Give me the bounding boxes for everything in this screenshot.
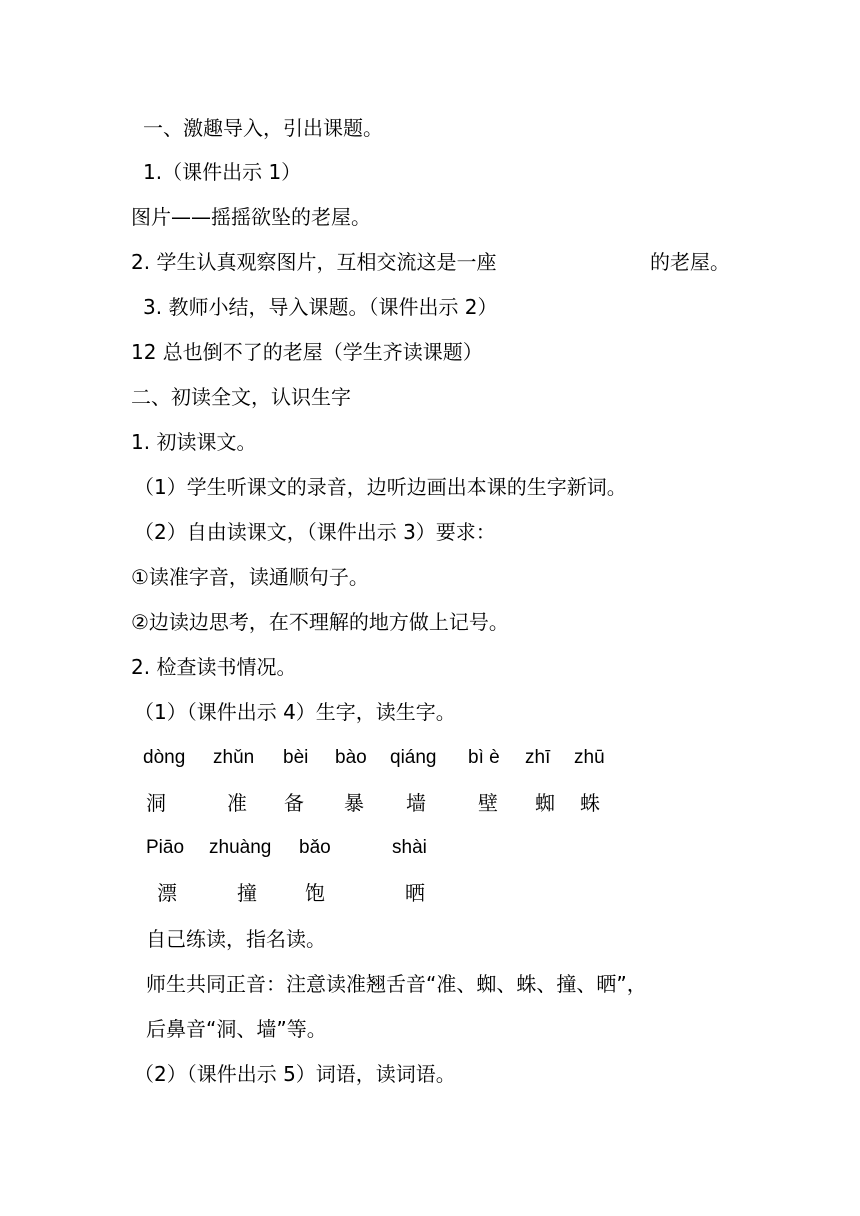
subsection-1: 1. 初读课文。	[131, 430, 257, 454]
step-1: 1.（课件出示 1）	[143, 160, 302, 184]
item-2-2: （2）（课件出示 5）词语，读词语。	[134, 1062, 456, 1086]
pinyin-zhu: zhū	[574, 747, 605, 768]
pinyin-bei: bèi	[283, 747, 309, 768]
hanzi-zhuang: 撞	[237, 881, 257, 905]
lesson-title: 12 总也倒不了的老屋（学生齐读课题）	[131, 340, 483, 364]
pinyin-bi: bì è	[468, 747, 500, 768]
pinyin-zhun: zhǔn	[213, 747, 255, 768]
section-heading-1: 一、激趣导入，引出课题。	[143, 116, 383, 140]
item-2-1: （1）（课件出示 4）生字，读生字。	[134, 700, 456, 724]
pinyin-piao: Piāo	[146, 837, 185, 858]
step-2-ending: 的老屋。	[650, 250, 730, 274]
pinyin-zhuang: zhuàng	[209, 837, 272, 858]
hanzi-bao: 暴	[344, 791, 364, 815]
picture-caption: 图片——摇摇欲坠的老屋。	[131, 205, 371, 229]
requirement-2: ②边读边思考，在不理解的地方做上记号。	[131, 610, 509, 634]
hanzi-zhu: 蛛	[580, 791, 600, 815]
pinyin-bao-2: bǎo	[299, 837, 331, 858]
subsection-2: 2. 检查读书情况。	[131, 655, 297, 679]
step-3: 3. 教师小结，导入课题。（课件出示 2）	[143, 295, 498, 319]
hanzi-bi: 壁	[478, 791, 498, 815]
nasal-note: 后鼻音“洞、墙”等。	[146, 1017, 327, 1041]
step-2: 2. 学生认真观察图片，互相交流这是一座	[131, 250, 497, 274]
pronunciation-note: 师生共同正音：注意读准翘舌音“准、蜘、蛛、撞、晒”，	[146, 972, 647, 996]
item-1-1: （1）学生听课文的录音，边听边画出本课的生字新词。	[134, 475, 627, 499]
requirement-1: ①读准字音，读通顺句子。	[131, 565, 369, 589]
pinyin-dong: dòng	[143, 747, 186, 768]
practice-note: 自己练读，指名读。	[146, 927, 326, 951]
hanzi-shai: 晒	[405, 881, 425, 905]
pinyin-zhi: zhī	[525, 747, 551, 768]
hanzi-dong: 洞	[146, 791, 166, 815]
pinyin-bao: bào	[335, 747, 367, 768]
hanzi-zhun: 准	[227, 791, 247, 815]
hanzi-bao-2: 饱	[305, 881, 325, 905]
pinyin-shai: shài	[392, 837, 427, 858]
hanzi-zhi: 蜘	[535, 791, 555, 815]
hanzi-qiang: 墙	[406, 791, 426, 815]
pinyin-qiang: qiáng	[390, 747, 437, 768]
hanzi-bei: 备	[284, 791, 304, 815]
hanzi-piao: 漂	[157, 881, 177, 905]
section-heading-2: 二、初读全文，认识生字	[131, 385, 351, 409]
item-1-2: （2）自由读课文，（课件出示 3）要求：	[134, 520, 496, 544]
